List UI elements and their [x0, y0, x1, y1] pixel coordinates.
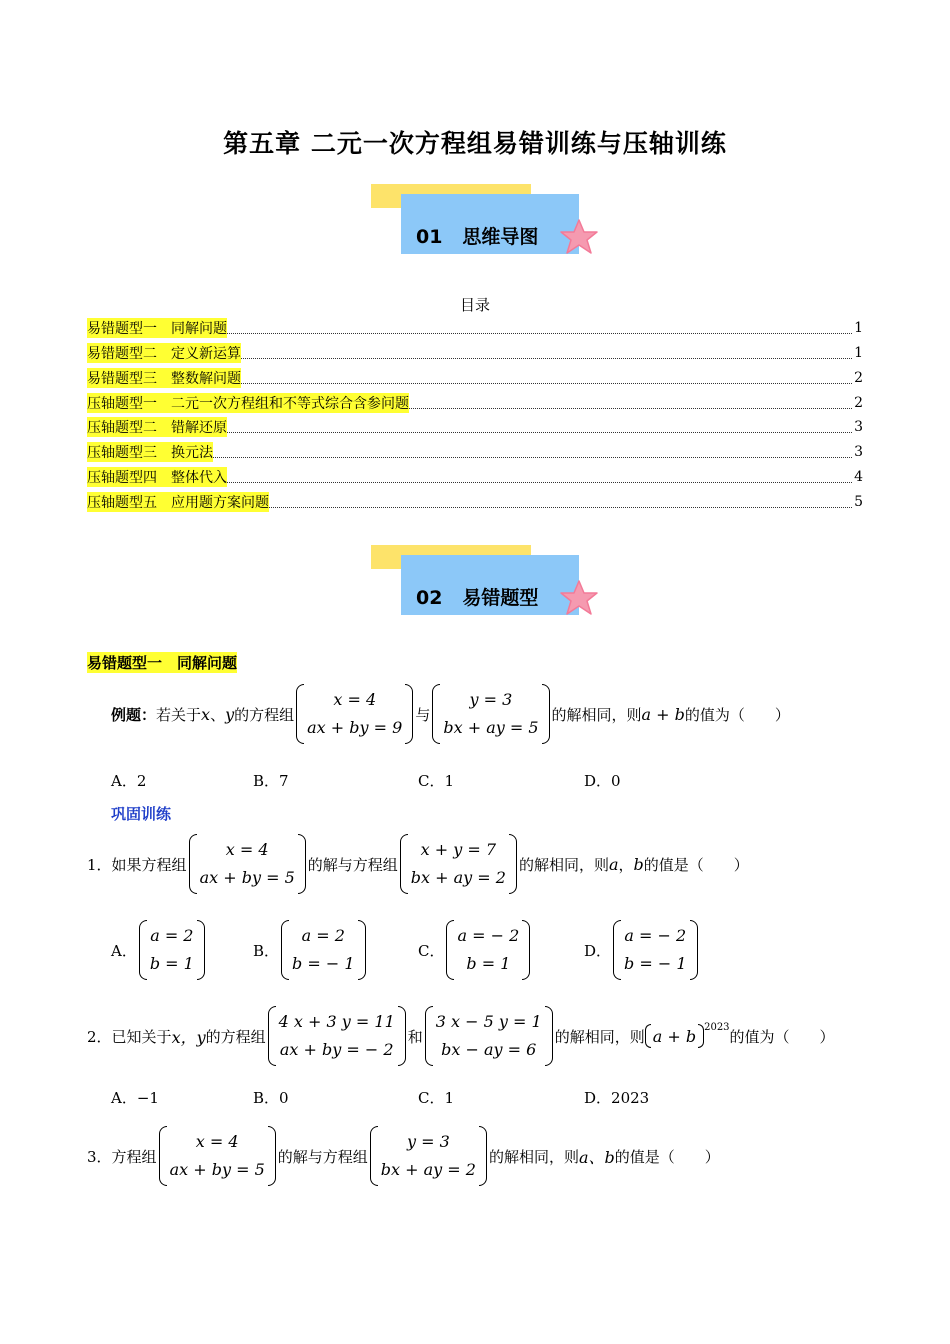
star-icon: [559, 579, 599, 617]
option-d[interactable]: D．0: [584, 772, 621, 790]
banner-title: 易错题型: [462, 587, 539, 609]
equation-system: x = 4 ax + by = 5: [159, 1126, 276, 1186]
equation-system: x = 4 ax + by = 5: [189, 834, 306, 894]
section-banner-mindmap: [371, 184, 601, 264]
option-b[interactable]: B．0: [253, 1089, 289, 1107]
question-2: 2． 已知关于 x，y 的方程组 4 x + 3 y = 11 ax + by = − 2 和 3 x − 5 y = 1 bx − ay = 6 的解相同，则 a + b $^{2023}$ 的值为（ ）: [87, 1006, 835, 1066]
equation-system: 4 x + 3 y = 11 ax + by = − 2: [268, 1006, 406, 1066]
toc-item[interactable]: 压轴题型一 二元一次方程组和不等式综合含参问题 2: [87, 395, 863, 412]
option-d[interactable]: D．2023: [584, 1089, 650, 1107]
equation-system: 3 x − 5 y = 1 bx − ay = 6: [425, 1006, 553, 1066]
banner-number: 01: [416, 226, 443, 248]
toc-item[interactable]: 易错题型一 同解问题 1: [87, 320, 863, 337]
toc-item[interactable]: 压轴题型二 错解还原 3: [87, 419, 863, 436]
banner-title: 思维导图: [462, 226, 539, 248]
equation-system: y = 3 bx + ay = 2: [370, 1126, 487, 1186]
toc-item[interactable]: 压轴题型五 应用题方案问题 5: [87, 494, 863, 511]
example-question: 例题： 若关于 x 、 y 的方程组 x = 4 ax + by = 9 与 y = 3 bx + ay = 5 的解相同，则 a + b 的值为（ ）: [111, 684, 790, 744]
question-1: 1． 如果方程组 x = 4 ax + by = 5 的解与方程组 x + y = 7 bx + ay = 2 的解相同，则 a ， b 的值是（ ）: [87, 834, 749, 894]
option-b[interactable]: B． a = 2 b = − 1: [253, 920, 368, 980]
option-a[interactable]: A．2: [111, 772, 147, 790]
option-d[interactable]: D． a = − 2 b = − 1: [584, 920, 700, 980]
option-a[interactable]: A．−1: [111, 1089, 159, 1107]
section-heading: 易错题型一 同解问题: [87, 654, 238, 672]
equation-system: x = 4 ax + by = 9: [296, 684, 413, 744]
option-c[interactable]: C．1: [418, 772, 455, 790]
equation-system: y = 3 bx + ay = 5: [432, 684, 549, 744]
practice-label: 巩固训练: [111, 805, 172, 823]
toc-item[interactable]: 压轴题型三 换元法 3: [87, 444, 863, 461]
page-title: 第五章 二元一次方程组易错训练与压轴训练: [223, 129, 727, 158]
toc-item[interactable]: 压轴题型四 整体代入 4: [87, 469, 863, 486]
option-b[interactable]: B．7: [253, 772, 289, 790]
toc-heading: 目录: [459, 296, 490, 314]
option-a[interactable]: A． a = 2 b = 1: [111, 920, 207, 980]
option-c[interactable]: C．1: [418, 1089, 455, 1107]
toc-item[interactable]: 易错题型二 定义新运算 1: [87, 345, 863, 362]
equation-system: x + y = 7 bx + ay = 2: [400, 834, 517, 894]
toc-item[interactable]: 易错题型三 整数解问题 2: [87, 370, 863, 387]
section-banner-errors: [371, 545, 601, 625]
star-icon: [559, 218, 599, 256]
option-c[interactable]: C． a = − 2 b = 1: [418, 920, 532, 980]
question-3: 3． 方程组 x = 4 ax + by = 5 的解与方程组 y = 3 bx + ay = 2 的解相同，则 a、b 的值是（ ）: [87, 1126, 720, 1186]
banner-number: 02: [416, 587, 443, 609]
